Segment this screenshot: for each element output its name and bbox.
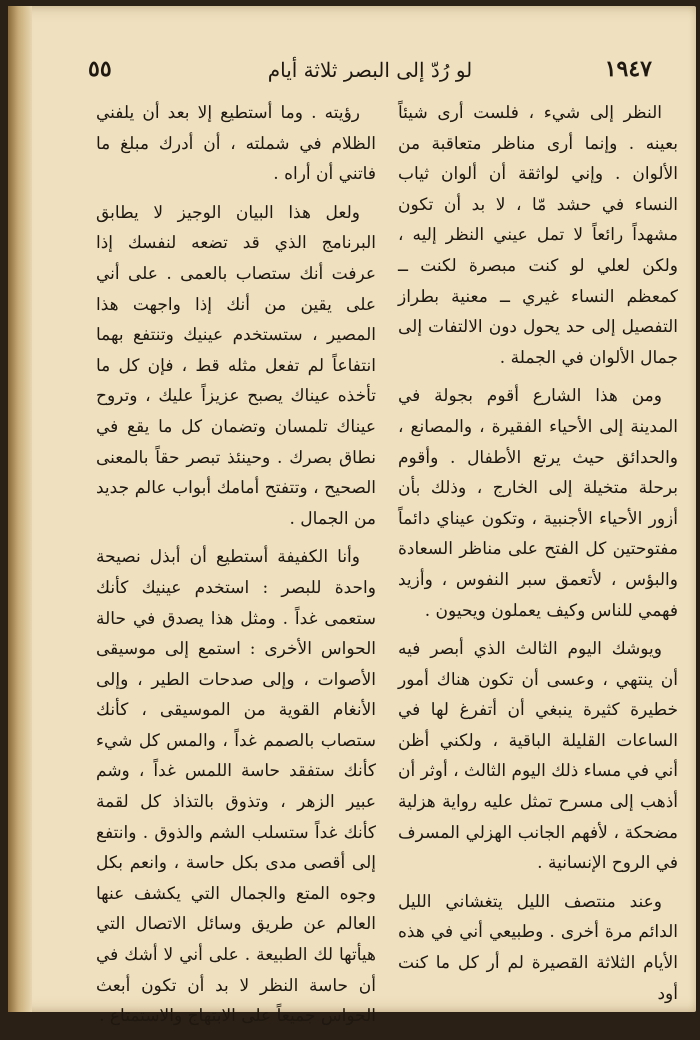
book-page [8, 6, 696, 1027]
paragraph: وعند منتصف الليل يتغشاني الليل الدائم مرة أخرى . وطبيعي أني في هذه الأيام الثلاثة القصيرة لم أر كل ما كنت أود [398, 891, 678, 1004]
paragraph: ويوشك اليوم الثالث الذي أبصر فيه أن ينتهي ، وعسى أن تكون هناك أمور خطيرة كثيرة ينبغي أن أتفرغ لها في الساعات القليلة الباقية ، ولكني أظن أني في مساء ذلك اليوم الثالث ، أوثر أن أذهب إلى مسرح تمثل عليه رواية هزلية مضحكة ، لأفهم الجانب الهزلي المسرف في الروح الإنسانية . [398, 639, 678, 874]
header-year: ١٩٤٧ [604, 56, 652, 82]
paragraph: النظر إلى شيء ، فلست أرى شيئاً بعينه . وإنما أرى مناظر متعاقبة من الألوان . وإني لواثقة أن ألوان ثياب النساء في حشد مّا ، لا بد أن تكون مشهداً رائعاً لا تمل عيني النظر إليه ، ولكن لعلي لو كنت مبصرة لكنت ــ كمعظم النساء غيري ــ معنية بطراز التفصيل إلى حد يحول دون الالتفات إلى جمال الألوان في الجملة . [398, 103, 678, 368]
running-header [88, 56, 652, 90]
paragraph: ومن هذا الشارع أقوم بجولة في المدينة إلى الأحياء الفقيرة ، والمصانع ، والحدائق حيث يرتع الأطفال . وأقوم برحلة متخيلة إلى الخارج ، وذلك بأن أزور الأحياء الأجنبية ، وتكون عيناي دائماً مفتوحتين كل الفتح على مناظر السعادة والبؤس ، لأتعمق سبر النفوس ، وأزيد فهمي للناس وكيف يعملون ويحيون . [398, 386, 678, 621]
paragraph: رؤيته . وما أستطيع إلا بعد أن يلفني الظلام في شملته ، أن أدرك مبلغ ما فاتني أن أراه . [96, 103, 376, 185]
paragraph: وأنا الكفيفة أستطيع أن أبذل نصيحة واحدة للبصر : استخدم عينيك كأنك ستعمى غداً . ومثل هذا يصدق في حالة الحواس الأخرى : استمع إلى موسيقى الأصوات ، وإلى صدحات الطير ، وإلى الأنغام القوية من الموسيقى ، كأنك ستصاب بالصمم غداً ، والمس كل شيء كأنك ستفقد حاسة اللمس غداً ، وشم عبير الزهر ، وتذوق بالتذاذ كل لقمة كأنك غداً ستسلب الشم والذوق . وانتفع إلى أقصى مدى بكل حاسة ، وانعم بكل وجوه المتع والجمال التي يكشف عنها العالم عن طريق وسائل الاتصال التي هيأتها لك الطبيعة . على أني لا أشك في أن حاسة النظر لا بد أن تكون أبعث الحواس جميعاً على الابتهاج والاستمتاع . [96, 547, 376, 1027]
text-column-left [96, 98, 376, 1040]
book-spine-shadow [8, 6, 32, 1012]
text-column-right [398, 98, 678, 1017]
paragraph: ولعل هذا البيان الوجيز لا يطابق البرنامج الذي قد تضعه لنفسك إذا عرفت أنك ستصاب بالعمى . على أني على يقين من أنك إذا واجهت هذا المصير ، ستستخدم عينيك وتنتفع بهما انتفاعاً لم تفعل مثله قط ، فإن كل ما تأخذه عيناك يصبح عزيزاً عليك ، وتروح عيناك تلمسان وتضمان كل ما يقع في نطاق بصرك . وحينئذ تبصر حقاً بالمعنى الصحيح ، وتتفتح أمامك أبواب عالم جديد من الجمال . [96, 202, 376, 529]
header-title: لو رُدّ إلى البصر ثلاثة أيام [267, 58, 473, 82]
page-number: ٥٥ [88, 56, 112, 82]
